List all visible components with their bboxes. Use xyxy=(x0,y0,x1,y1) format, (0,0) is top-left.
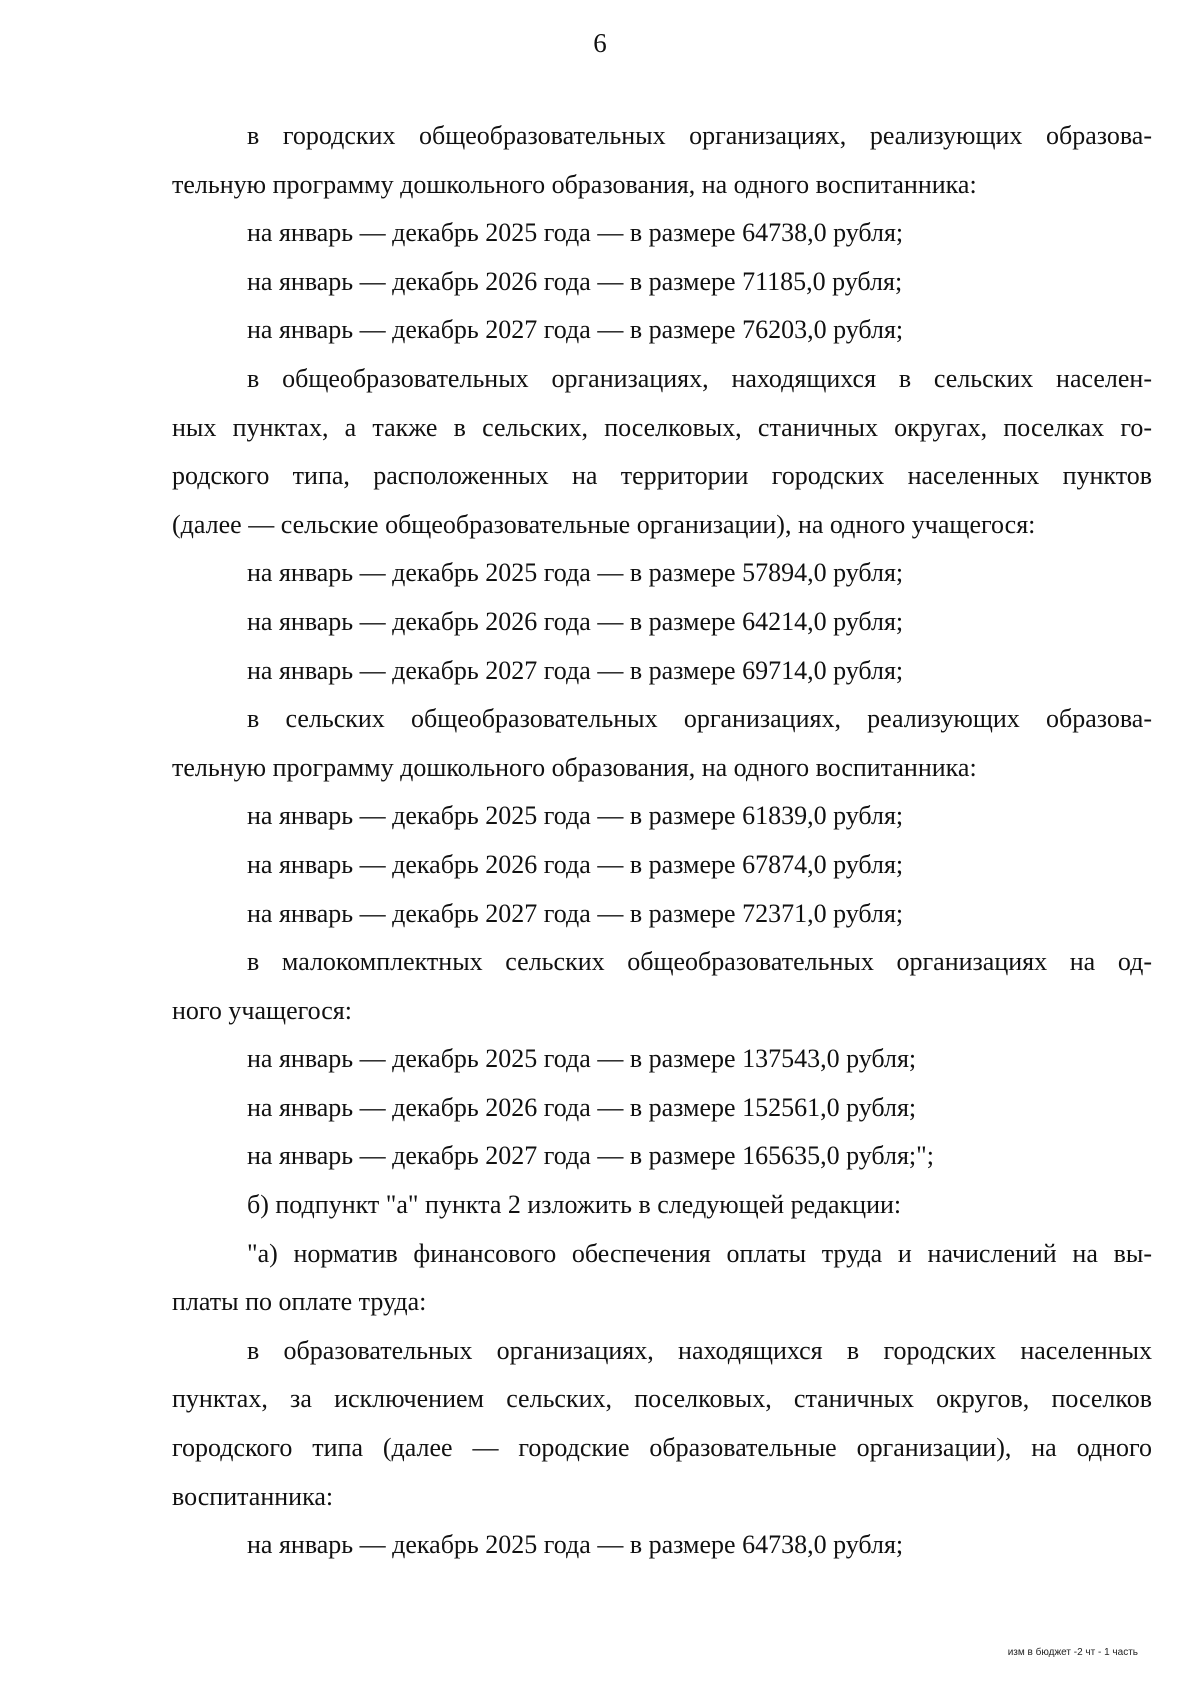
text-line: на январь — декабрь 2026 года — в размере 64214,0 рубля; xyxy=(247,606,904,636)
page-number: 6 xyxy=(593,28,607,58)
text-line: на январь — декабрь 2025 года — в размере 61839,0 рубля; xyxy=(247,801,904,831)
text-line: ного учащегося: xyxy=(172,995,352,1025)
text-line: в малокомплектных сельских общеобразовательных организациях на од- xyxy=(247,947,1152,977)
text-line: в образовательных организациях, находящихся в городских населенных xyxy=(247,1335,1152,1365)
text-line: на январь — декабрь 2025 года — в размере 64738,0 рубля; xyxy=(247,218,904,248)
document-body xyxy=(172,112,1152,1570)
text-line: б) подпункт "а" пункта 2 изложить в следующей редакции: xyxy=(247,1190,902,1220)
text-line: пунктах, за исключением сельских, поселковых, станичных округов, поселков xyxy=(172,1384,1152,1414)
text-line: в общеобразовательных организациях, находящихся в сельских населен- xyxy=(247,363,1152,393)
text-line: на январь — декабрь 2025 года — в размере 64738,0 рубля; xyxy=(247,1530,904,1560)
text-line: тельную программу дошкольного образования, на одного воспитанника: xyxy=(172,169,977,199)
text-line: на январь — декабрь 2027 года — в размере 72371,0 рубля; xyxy=(247,898,904,928)
text-line: воспитанника: xyxy=(172,1481,334,1511)
text-line: "а) норматив финансового обеспечения оплаты труда и начислений на вы- xyxy=(247,1238,1152,1268)
text-line: городского типа (далее — городские образовательные организации), на одного xyxy=(172,1433,1152,1463)
text-line: на январь — декабрь 2025 года — в размере 137543,0 рубля; xyxy=(247,1044,917,1074)
text-line: на январь — декабрь 2027 года — в размере 69714,0 рубля; xyxy=(247,655,904,685)
text-line: на январь — декабрь 2026 года — в размере 152561,0 рубля; xyxy=(247,1092,917,1122)
text-line: в городских общеобразовательных организациях, реализующих образова- xyxy=(247,121,1152,150)
text-line: на январь — декабрь 2025 года — в размере 57894,0 рубля; xyxy=(247,558,904,588)
text-line: платы по оплате труда: xyxy=(172,1287,427,1317)
text-line: родского типа, расположенных на территории городских населенных пунктов xyxy=(172,461,1152,491)
text-line: тельную программу дошкольного образования, на одного воспитанника: xyxy=(172,752,977,782)
text-line: ных пунктах, а также в сельских, поселковых, станичных округах, поселках го- xyxy=(172,412,1152,442)
text-line: на январь — декабрь 2027 года — в размере 165635,0 рубля;"; xyxy=(247,1141,934,1171)
text-line: в сельских общеобразовательных организациях, реализующих образова- xyxy=(247,704,1152,734)
footer-note: изм в бюджет -2 чт - 1 часть xyxy=(1007,1647,1138,1658)
text-line: на январь — декабрь 2027 года — в размере 76203,0 рубля; xyxy=(247,315,904,345)
text-line: на январь — декабрь 2026 года — в размере 71185,0 рубля; xyxy=(247,266,903,296)
text-line: на январь — декабрь 2026 года — в размере 67874,0 рубля; xyxy=(247,849,904,879)
text-line: (далее — сельские общеобразовательные организации), на одного учащегося: xyxy=(172,509,1036,539)
